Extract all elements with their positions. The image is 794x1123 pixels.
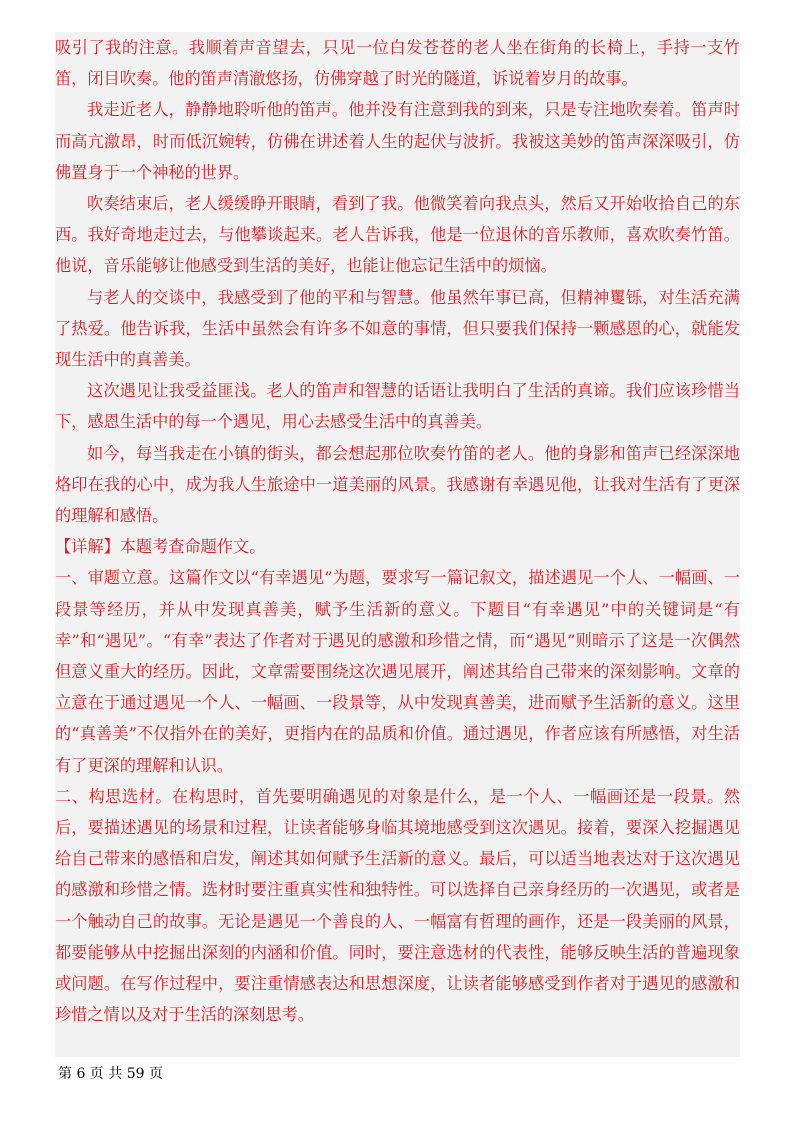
document-body <box>55 32 740 1057</box>
paragraph-2: 我走近老人，静静地聆听他的笛声。他并没有注意到我的到来，只是专注地吹奏着。笛声时而高亢激昂，时而低沉婉转，仿佛在讲述着人生的起伏与波折。我被这美妙的笛声深深吸引，仿佛置身于一个神秘的世界。 <box>55 100 740 182</box>
analysis-heading: 【详解】本题考查命题作文。 <box>55 537 266 557</box>
paragraph-5: 这次遇见让我受益匪浅。老人的笛声和智慧的话语让我明白了生活的真谛。我们应该珍惜当下，感恩生活中的每一个遇见，用心去感受生活中的真善美。 <box>55 381 740 432</box>
paragraph-3: 吹奏结束后，老人缓缓睁开眼睛，看到了我。他微笑着向我点头，然后又开始收拾自己的东西。我好奇地走过去，与他攀谈起来。老人告诉我，他是一位退休的音乐教师，喜欢吹奏竹笛。他说，音乐能够让他感受到生活的美好，也能让他忘记生活中的烦恼。 <box>55 194 740 276</box>
page-number: 第 6 页 共 59 页 <box>58 1066 163 1082</box>
analysis-section-2: 二、构思选材。在构思时，首先要明确遇见的对象是什么，是一个人、一幅画还是一段景。然后，要描述遇见的场景和过程，让读者能够身临其境地感受到这次遇见。接着，要深入挖掘遇见给自己带来的感悟和启发，阐述其如何赋予生活新的意义。最后，可以适当地表达对于这次遇见的感激和珍惜之情。选材时要注重真实性和独特性。可以选择自己亲身经历的一次遇见，或者是一个触动自己的故事。无论是遇见一个善良的人、一幅富有哲理的画作，还是一段美丽的风景，都要能够从中挖掘出深刻的内涵和价值。同时，要注意选材的代表性，能够反映生活的普遍现象或问题。在写作过程中，要注重情感表达和思想深度，让读者能够感受到作者对于遇见的感激和珍惜之情以及对于生活的深刻思考。 <box>55 786 740 1025</box>
paragraph-1: 吸引了我的注意。我顺着声音望去，只见一位白发苍苍的老人坐在街角的长椅上，手持一支竹笛，闭目吹奏。他的笛声清澈悠扬，仿佛穿越了时光的隧道，诉说着岁月的故事。 <box>55 38 740 89</box>
paragraph-4: 与老人的交谈中，我感受到了他的平和与智慧。他虽然年事已高，但精神矍铄，对生活充满了热爱。他告诉我，生活中虽然会有许多不如意的事情，但只要我们保持一颗感恩的心，就能发现生活中的真善美。 <box>55 287 740 370</box>
paragraph-6: 如今，每当我走在小镇的街头，都会想起那位吹奏竹笛的老人。他的身影和笛声已经深深地烙印在我的心中，成为我人生旅途中一道美丽的风景。我感谢有幸遇见他，让我对生活有了更深的理解和感悟。 <box>55 443 740 526</box>
analysis-section-1: 一、审题立意。这篇作文以“有幸遇见”为题，要求写一篇记叙文，描述遇见一个人、一幅画、一段景等经历，并从中发现真善美，赋予生活新的意义。下题目“有幸遇见”中的关键词是“有幸”和“遇见”。“有幸”表达了作者对于遇见的感激和珍惜之情，而“遇见”则暗示了这是一次偶然但意义重大的经历。因此，文章需要围绕这次遇见展开，阐述其给自己带来的深刻影响。文章的立意在于通过遇见一个人、一幅画、一段景等，从中发现真善美，进而赋予生活新的意义。这里的“真善美”不仅指外在的美好，更指内在的品质和价值。通过遇见，作者应该有所感悟，对生活有了更深的理解和认识。 <box>55 568 740 775</box>
